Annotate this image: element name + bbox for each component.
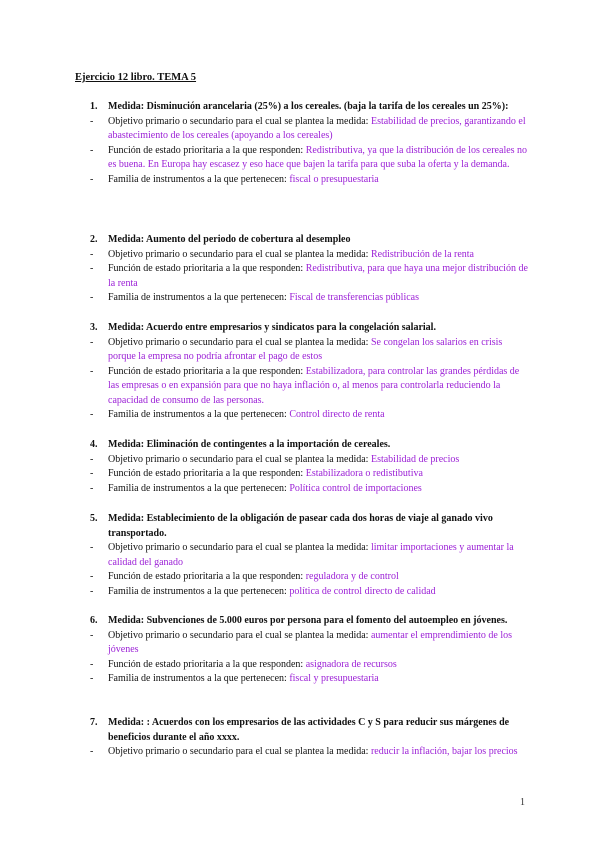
section-number: 4. <box>90 439 98 450</box>
section-5 <box>90 512 530 599</box>
page-number: 1 <box>520 797 525 808</box>
section-heading <box>90 233 530 248</box>
family-answer: fiscal y presupuestaria <box>289 673 379 684</box>
section-1 <box>90 100 530 187</box>
section-number: 5. <box>90 513 98 524</box>
function-label: Función de estado prioritaria a la que responden: <box>108 658 306 670</box>
function-label: Función de estado prioritaria a la que responden: <box>108 468 306 479</box>
family-label: Familia de instrumentos a la que pertenecen: <box>108 292 290 303</box>
objective-answer: reducir la inflación, bajar los precios <box>370 746 518 757</box>
family-label: Familia de instrumentos a la que pertenecen: <box>108 482 290 494</box>
family-answer: fiscal o presupuestaria <box>289 173 379 185</box>
section-4 <box>90 438 530 496</box>
section-number: 6. <box>90 615 98 626</box>
section-heading <box>90 512 530 541</box>
objective-label: Objetivo primario o secundario para el cual se plantea la medida: <box>108 248 371 260</box>
family-label: Familia de instrumentos a la que pertenecen: <box>108 409 290 420</box>
objective-item: - Objetivo primario o secundario para el cual se plantea la medida: Se congelan los salarios en crisis porque la empresa no podría afrontar el pago de estos <box>90 336 503 362</box>
function-label: Función de estado prioritaria a la que responden: <box>108 144 306 156</box>
objective-answer: aumentar el emprendimiento de los jóvenes <box>108 629 513 655</box>
section-7 <box>90 716 530 760</box>
family-item: - Familia de instrumentos a la que pertenecen: Política control de importaciones <box>90 482 422 494</box>
objective-answer: limitar importaciones y aumentar la calidad del ganado <box>108 542 514 568</box>
function-item: - Función de estado prioritaria a la que responden: Estabilizadora o redistibutiva <box>90 468 423 479</box>
heading-text: Medida: : Acuerdos con los empresarios de las actividades C y S para reducir sus márgenes de beneficios durante el año xxxx. <box>108 717 510 743</box>
family-label: Familia de instrumentos a la que pertenecen: <box>108 673 290 684</box>
function-answer: Redistributiva, para que haya una mejor distribución de la renta <box>108 263 528 289</box>
heading-text: Medida: Establecimiento de la obligación de pasear cada dos horas de viaje al ganado vivo transportado. <box>108 513 493 539</box>
function-label: Función de estado prioritaria a la que responden: <box>108 571 306 582</box>
section-6 <box>90 614 530 687</box>
objective-label: Objetivo primario o secundario para el cual se plantea la medida: <box>108 629 371 641</box>
objective-item: - Objetivo primario o secundario para el cual se plantea la medida: aumentar el emprendimiento de los jóvenes <box>90 629 513 655</box>
objective-answer: Se congelan los salarios en crisis porque la empresa no podría afrontar el pago de estos <box>108 336 503 362</box>
section-number: 7. <box>90 717 98 728</box>
objective-label: Objetivo primario o secundario para el cual se plantea la medida: <box>108 336 371 348</box>
objective-item: - Objetivo primario o secundario para el cual se plantea la medida: Estabilidad de precios <box>90 453 460 465</box>
function-answer: Redistributiva, ya que la distribución de los cereales no es buena. En Europa hay escasez y eso hace que bajen la tarifa para que suba la oferta y la demanda. <box>108 144 528 170</box>
section-heading <box>90 321 530 336</box>
function-answer: Estabilizadora, para controlar las grandes pérdidas de las empresas o en expansión para que no haya inflación o, al menos para controlarla reduciendo la capacidad de consumo de las personas. <box>108 365 520 406</box>
function-label: Función de estado prioritaria a la que responden: <box>108 365 306 377</box>
objective-label: Objetivo primario o secundario para el cual se plantea la medida: <box>108 115 371 127</box>
objective-label: Objetivo primario o secundario para el cual se plantea la medida: <box>108 746 371 757</box>
objective-label: Objetivo primario o secundario para el cual se plantea la medida: <box>108 453 371 465</box>
function-answer: reguladora y de control <box>305 571 399 582</box>
family-label: Familia de instrumentos a la que pertenecen: <box>108 585 290 597</box>
document-title: Ejercicio 12 libro. TEMA 5 <box>75 72 197 83</box>
family-item: - Familia de instrumentos a la que pertenecen: fiscal o presupuestaria <box>90 173 379 185</box>
heading-text: Medida: Disminución arancelaria (25%) a los cereales. (baja la tarifa de los cereales un 25%): <box>108 101 509 112</box>
objective-item: - Objetivo primario o secundario para el cual se plantea la medida: Estabilidad de precios, garantizando el abastecimiento de los cereales (apoyando a los cereales) <box>90 115 526 141</box>
function-answer: asignadora de recursos <box>305 658 397 670</box>
objective-answer: Estabilidad de precios <box>370 453 460 465</box>
family-item: - Familia de instrumentos a la que pertenecen: política de control directo de calidad <box>90 585 436 597</box>
heading-text: Medida: Subvenciones de 5.000 euros por persona para el fomento del autoempleo en jóvenes. <box>108 615 508 626</box>
objective-item: - Objetivo primario o secundario para el cual se plantea la medida: limitar importaciones y aumentar la calidad del ganado <box>90 542 514 568</box>
family-answer: Control directo de renta <box>289 409 385 420</box>
function-item: - Función de estado prioritaria a la que responden: Redistributiva, ya que la distribución de los cereales no es buena. En Europa hay escasez y eso hace que bajen la tarifa para que suba la oferta y la demanda. <box>90 144 528 170</box>
function-answer: Estabilizadora o redistibutiva <box>305 468 423 479</box>
family-label: Familia de instrumentos a la que pertenecen: <box>108 173 290 185</box>
objective-item: - Objetivo primario o secundario para el cual se plantea la medida: reducir la inflación, bajar los precios <box>90 746 518 757</box>
section-heading <box>90 614 530 629</box>
section-number: 1. <box>90 101 98 112</box>
section-heading <box>90 438 530 453</box>
function-item: - Función de estado prioritaria a la que responden: Estabilizadora, para controlar las grandes pérdidas de las empresas o en expansión para que no haya inflación o, al menos para controlarla reduciendo la capacidad de consumo de las personas. <box>90 365 520 406</box>
section-number: 2. <box>90 234 98 245</box>
function-item: - Función de estado prioritaria a la que responden: Redistributiva, para que haya una mejor distribución de la renta <box>90 263 528 289</box>
heading-text: Medida: Aumento del periodo de cobertura al desempleo <box>108 234 351 245</box>
family-answer: política de control directo de calidad <box>289 585 436 597</box>
objective-label: Objetivo primario o secundario para el cual se plantea la medida: <box>108 542 371 553</box>
family-item: - Familia de instrumentos a la que pertenecen: Fiscal de transferencias públicas <box>90 292 420 303</box>
heading-text: Medida: Acuerdo entre empresarios y sindicatos para la congelación salarial. <box>108 322 436 333</box>
family-answer: Política control de importaciones <box>289 482 422 494</box>
section-2 <box>90 233 530 306</box>
function-label: Función de estado prioritaria a la que responden: <box>108 263 306 274</box>
section-number: 3. <box>90 322 98 333</box>
function-item: - Función de estado prioritaria a la que responden: reguladora y de control <box>90 571 399 582</box>
section-heading <box>90 716 530 745</box>
family-answer: Fiscal de transferencias públicas <box>289 292 420 303</box>
family-item: - Familia de instrumentos a la que pertenecen: fiscal y presupuestaria <box>90 673 379 684</box>
objective-answer: Redistribución de la renta <box>370 248 474 260</box>
heading-text: Medida: Eliminación de contingentes a la importación de cereales. <box>108 439 391 450</box>
section-heading <box>90 100 530 115</box>
section-3 <box>90 321 530 423</box>
function-item: - Función de estado prioritaria a la que responden: asignadora de recursos <box>90 658 397 670</box>
objective-answer: Estabilidad de precios, garantizando el abastecimiento de los cereales (apoyando a los cereales) <box>108 115 526 141</box>
objective-item: - Objetivo primario o secundario para el cual se plantea la medida: Redistribución de la renta <box>90 248 474 260</box>
family-item: - Familia de instrumentos a la que pertenecen: Control directo de renta <box>90 409 385 420</box>
